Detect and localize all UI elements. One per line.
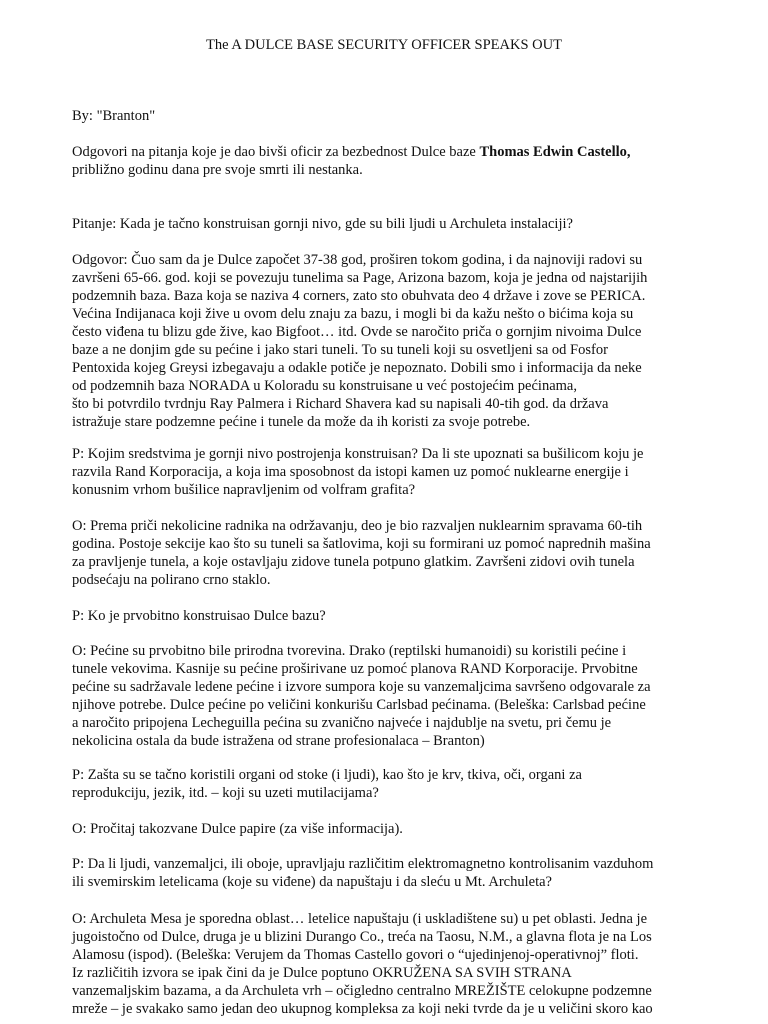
answer-1-line: podzemnih baza. Baza koja se naziva 4 corners, zato sto obuhvata deo 4 države i zove se PERICA.	[72, 288, 646, 304]
question-1-line: Pitanje: Kada je tačno konstruisan gornji nivo, gde su bili ljudi u Archuleta instalaciji?	[72, 216, 573, 232]
question-2-line: P: Kojim sredstvima je gornji nivo postrojenja konstruisan? Da li ste upoznati sa bušilicom koju je	[72, 446, 644, 462]
answer-4	[72, 820, 702, 838]
question-3	[72, 607, 702, 625]
answer-1-line: što bi potvrdilo tvrdnju Ray Palmera i Richard Shavera kad su napisali 40-tih god. da država	[72, 396, 609, 412]
answer-1-line: baze a ne donjim gde su pećine i jako stari tuneli. To su tuneli koji su osvetljeni sa od Fosfor	[72, 342, 608, 358]
question-4-line: P: Zašta su se tačno koristili organi od stoke (i ljudi), kao što je krv, tkiva, oči, organi za	[72, 767, 582, 783]
answer-3-line: a naročito pripojena Lecheguilla pećina su zvanično najveće i najdublje na svetu, pri čemu je	[72, 715, 612, 731]
answer-1-line: Pentoxida kojeg Greysi izbegavaju a odakle potiče je nepoznato. Dobili smo i informacija da neke	[72, 360, 642, 376]
answer-5-line: Alamosu (ispod). (Beleška: Verujem da Thomas Castello govori o “ujedinjenoj-operativnoj” floti.	[72, 947, 639, 963]
answer-3-line: nekolicina ostala da bude istražena od strane profesionalaca – Branton)	[72, 733, 485, 749]
answer-2	[72, 517, 702, 589]
answer-1-line: istražuje stare podzemne pećine i tunele da može da ih koristi za svoje potrebe.	[72, 414, 531, 430]
answer-1-line: završeni 65-66. god. koji se povezuju tunelima sa Page, Arizona bazom, koja je jedna od najstarijih	[72, 270, 648, 286]
intro-line-2: približno godinu dana pre svoje smrti ili nestanka.	[72, 162, 363, 178]
byline: By: "Branton"	[72, 108, 156, 124]
question-3-line: P: Ko je prvobitno konstruisao Dulce bazu?	[72, 608, 326, 624]
answer-2-line: O: Prema priči nekolicine radnika na održavanju, deo je bio razvaljen nuklearnim spravama 60-tih	[72, 518, 643, 534]
answer-3	[72, 642, 702, 750]
answer-2-line: godina. Postoje sekcije kao što su tuneli sa šatlovima, koji su formirani uz pomoć naprednih mašina	[72, 536, 651, 552]
answer-1-line: od podzemnih baza NORADA u Koloradu su konstruisane u već postojećim pećinama,	[72, 378, 577, 394]
answer-5-line: Iz različitih izvora se ipak čini da je Dulce poptuno OKRUŽENA SA SVIH STRANA	[72, 965, 572, 981]
question-2-line: konusnim vrhom bušilice napravljenim od volfram grafita?	[72, 482, 416, 498]
answer-5-line: jugoistočno od Dulce, druga je u blizini Durango Co., treća na Taosu, N.M., a glavna flota je na Los	[72, 929, 652, 945]
answer-3-line: O: Pećine su prvobitno bile prirodna tvorevina. Drako (reptilski humanoidi) su koristili pećine i	[72, 643, 627, 659]
intro-author-name: Thomas Edwin Castello,	[479, 144, 631, 160]
question-2	[72, 445, 702, 499]
intro-paragraph	[72, 143, 702, 179]
question-4-line: reprodukciju, jezik, itd. – koji su uzeti mutilacijama?	[72, 785, 379, 801]
answer-5	[72, 910, 702, 1018]
question-5-line: P: Da li ljudi, vanzemaljci, ili oboje, upravljaju različitim elektromagnetno kontrolisanim vazduhom	[72, 856, 654, 872]
answer-5-line: O: Archuleta Mesa je sporedna oblast… letelice napuštaju (i uskladištene su) u pet oblasti. Jedna je	[72, 911, 648, 927]
answer-2-line: za pravljenje tunela, a koje ostavljaju zidove tunela potpuno glatkim. Završeni zidovi ovih tunela	[72, 554, 635, 570]
question-2-line: razvila Rand Korporacija, a koja ima sposobnost da istopi kamen uz pomoć nuklearne energije i	[72, 464, 629, 480]
question-5-line: ili svemirskim letelicama (koje su viđene) da napuštaju i da sleću u Mt. Archuleta?	[72, 874, 552, 890]
intro-line-1-text: Odgovori na pitanja koje je dao bivši oficir za bezbednost Dulce baze	[72, 144, 480, 160]
answer-1	[72, 251, 702, 431]
document-title: The A DULCE BASE SECURITY OFFICER SPEAKS OUT	[206, 37, 562, 53]
intro-line-1	[72, 143, 702, 161]
answer-4-line: O: Pročitaj takozvane Dulce papire (za više informacija).	[72, 821, 403, 837]
answer-1-line: Većina Indijanaca koji žive u ovom delu znaju za bazu, i mogli bi da kažu nešto o bićima koja su	[72, 306, 634, 322]
question-1	[72, 215, 702, 233]
answer-1-line: Odgovor: Čuo sam da je Dulce započet 37-38 god, proširen tokom godina, i da najnoviji radovi su	[72, 252, 643, 268]
answer-5-line: mreže – je svakako samo jedan deo ukupnog kompleksa za koji neki tvrde da je u veličini skoro kao	[72, 1001, 653, 1017]
answer-3-line: tunele vekovima. Kasnije su pećine proširivane uz pomoć planova RAND Korporacije. Prvobitne	[72, 661, 638, 677]
question-4	[72, 766, 702, 802]
answer-2-line: podsećaju na polirano crno staklo.	[72, 572, 271, 588]
answer-3-line: njihove potrebe. Dulce pećine po veličini konkurišu Carlsbad pećinama. (Beleška: Carlsbad pećine	[72, 697, 646, 713]
answer-3-line: pećine su sadržavale ledene pećine i izvore sumpora koje su vanzemaljcima savršeno odgovarale za	[72, 679, 651, 695]
question-5	[72, 855, 702, 891]
answer-5-line: vanzemaljskim bazama, a da Archuleta vrh – očigledno centralno MREŽIŠTE celokupne podzemne	[72, 983, 652, 999]
answer-1-line: često viđena tu blizu gde žive, kao Bigfoot… itd. Ovde se naročito priča o gornjim nivoima Dulce	[72, 324, 642, 340]
